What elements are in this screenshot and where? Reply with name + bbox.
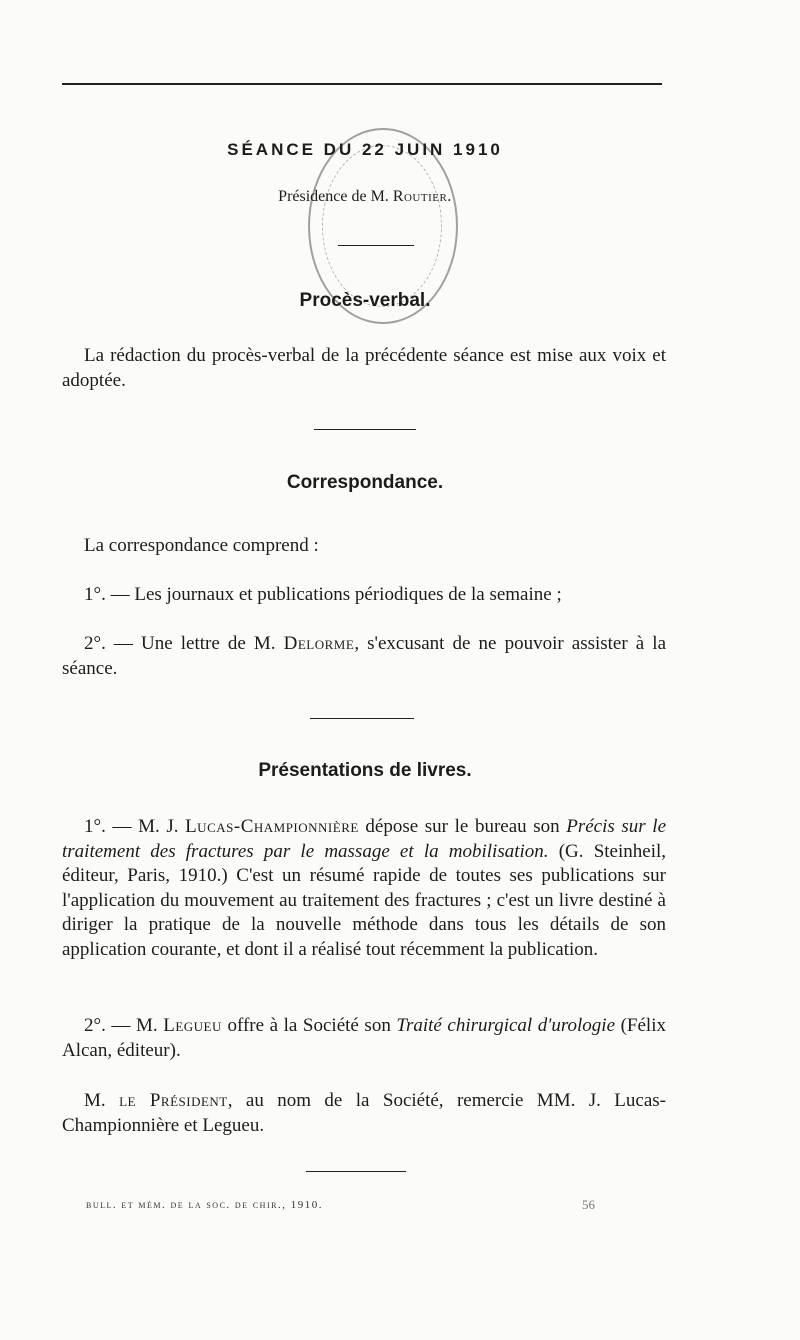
section-rule-2 (310, 718, 414, 719)
correspondance-item-2-prefix: 2°. — Une lettre de M. (84, 633, 284, 654)
precis-title: Précis sur le traitement des fractures par le massage et la mobilisation. (62, 816, 667, 862)
presidence-prefix: Présidence de M. (278, 188, 393, 205)
correspondance-item-2 (62, 632, 666, 681)
presentation-item-1-middle: dépose sur le bureau son (358, 816, 567, 837)
seance-title: SÉANCE DU 22 JUIN 1910 (227, 140, 503, 159)
library-stamp-inner-ring (322, 145, 442, 307)
presentation-item-2-suffix: (Félix Alcan, éditeur). (62, 1015, 666, 1061)
presentation-item-1-prefix: 1°. — M. J. (84, 816, 186, 837)
presentation-item-2-middle: offre à la Société son (221, 1015, 397, 1036)
traite-title: Traité chirurgical d'urologie (396, 1015, 616, 1036)
president-name: Routier. (392, 188, 452, 205)
section-rule-1 (314, 429, 416, 430)
closing-suffix: , au nom de la Société, remercie MM. J. Lucas-Championnière et Legueu. (62, 1090, 666, 1136)
closing-prefix: M. (84, 1090, 120, 1111)
correspondance-intro: La correspondance comprend : (84, 535, 319, 556)
correspondance-heading: Correspondance. (286, 472, 444, 493)
correspondance-item-1: 1°. — Les journaux et publications périodiques de la semaine ; (84, 584, 562, 605)
presentations-heading: Présentations de livres. (258, 760, 472, 781)
section-rule-3 (306, 1171, 406, 1172)
proces-verbal-heading: Procès-verbal. (299, 290, 431, 311)
delorme-name: Delorme (283, 633, 355, 654)
le-president: le Président (119, 1090, 228, 1111)
footer-citation: bull. et mém. de la soc. de chir., 1910. (86, 1199, 323, 1211)
presentation-item-1-suffix: (G. Steinheil, éditeur, Paris, 1910.) C'est un résumé rapide de toutes ses publications sur l'application du mouvement au traitement des fractures ; c'est un livre destiné à diriger la pratique de la nouvelle méthode dans tous les détails de son application courante, et dont il a réalisé tout récemment la publication. (62, 840, 666, 960)
presidence-rule (338, 245, 414, 246)
lucas-championniere-name: Lucas-Championnière (185, 816, 359, 837)
presentation-item-1 (62, 815, 666, 962)
presentation-item-2 (62, 1014, 666, 1063)
correspondance-item-2-suffix: , s'excusant de ne pouvoir assister à la séance. (62, 633, 667, 679)
proces-verbal-text: La rédaction du procès-verbal de la précédente séance est mise aux voix et adoptée. (62, 345, 666, 391)
top-rule (62, 83, 662, 85)
presentation-item-2-prefix: 2°. — M. (84, 1015, 164, 1036)
closing-remark (62, 1089, 666, 1138)
page-number: 56 (582, 1197, 595, 1212)
legueu-name: Legueu (163, 1015, 222, 1036)
presidence-line (0, 188, 730, 206)
